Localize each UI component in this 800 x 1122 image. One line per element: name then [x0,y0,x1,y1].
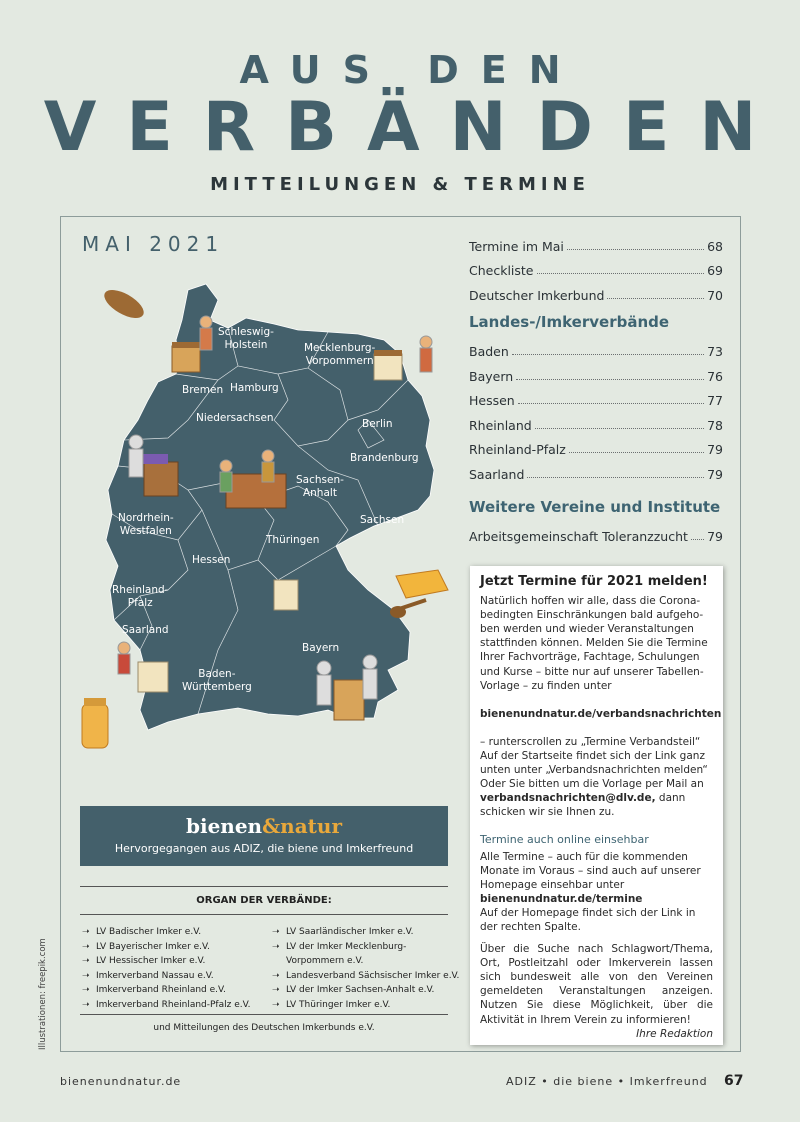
state-baden-wuerttemberg [182,668,252,694]
arrow-icon: ➝ [272,985,280,995]
toc-leader [516,379,704,380]
state-label: Thüringen [266,534,320,546]
notice-paragraph [480,942,713,1040]
organ-item [272,940,459,955]
organ-item [82,925,250,940]
state-hessen [192,554,230,567]
notice-email[interactable]: verbandsnachrichten@dlv.de, [480,792,656,805]
notice-link[interactable]: bienenundnatur.de/verbandsnachrichten [480,707,722,720]
organ-list-right [272,925,459,1012]
arrow-icon: ➝ [82,956,90,966]
toc-page: 79 [707,442,723,457]
state-label: Rheinland- Pfalz [112,584,169,609]
notice-box [470,566,723,1045]
organ-item [272,954,459,969]
toc-leader [527,477,704,478]
magazine-logo [80,814,448,838]
toc-page: 78 [707,417,723,433]
organ-item-label: LV Hessischer Imker e.V. [96,956,206,966]
toc-leader [512,354,704,355]
toc-label: Rheinland [469,417,532,433]
toc-entry[interactable] [469,457,723,482]
organ-list-left [82,925,250,1012]
logo-part: natur [280,814,342,838]
header-line-1: AUS DEN [239,48,583,92]
arrow-icon: ➝ [82,927,90,937]
organ-item-label: LV Bayerischer Imker e.V. [96,941,210,952]
state-mecklenburg-vorpommern [304,342,375,368]
arrow-icon: ➝ [272,970,280,981]
organ-item-label: LV Badischer Imker e.V. [96,927,202,937]
organ-item [82,998,250,1013]
header-subtitle: MITTEILUNGEN & TERMINE [210,174,590,195]
toc-page: 76 [707,368,723,384]
toc-leader [535,428,704,429]
toc-page: 73 [707,344,723,359]
organ-item-label: LV Saarländischer Imker e.V. [286,927,414,937]
footer-publication: ADIZ • die biene • Imkerfreund [506,1075,708,1088]
state-brandenburg [350,452,419,465]
notice-subheading: Termine auch online einsehbar [480,833,649,847]
state-label: Niedersachsen [196,412,274,424]
organ-item-label: Imkerverband Nassau e.V. [96,970,214,981]
organ-item [82,954,250,969]
state-saarland [122,624,169,637]
organ-item-label: Landesverband Sächsischer Imker e.V. [286,970,460,981]
toc-label: Baden [469,344,509,359]
organ-item [82,940,250,955]
banner-tagline: Hervorgegangen aus ADIZ, die biene und Imkerfreund [114,842,414,855]
arrow-icon: ➝ [272,999,280,1010]
toc-page: 77 [707,393,723,408]
notice-text: Über die Suche nach Schlagwort/Thema, Ort, Postleitzahl oder Imkerverein lassen sich bundesweit alle von den Vereinen gemeldeten Veranstaltungen anzeigen. Nutzen Sie diese Möglichkeit, über die Aktivität in Ihrem Verein zu informieren! [480,943,713,1026]
state-bremen [182,384,223,397]
toc-label: Deutscher Imkerbund [469,287,605,303]
state-rheinland-pfalz [112,584,168,610]
state-label: Berlin [362,418,393,430]
toc-page: 69 [707,263,723,278]
organ-item [272,969,459,984]
notice-signature: Ihre Redaktion [636,1027,713,1040]
header-line-2: VERBÄNDEN [43,88,787,167]
toc-page: 79 [707,466,723,482]
toc-entry[interactable] [469,384,723,409]
state-sachsen [360,514,404,527]
toc-page: 70 [707,287,723,303]
logo-part: bienen [185,814,263,838]
organ-title: ORGAN DER VERBÄNDE: [80,886,448,915]
toc-entry[interactable] [469,408,723,433]
toc-leader [537,273,705,274]
toc-label: Termine im Mai [469,238,564,254]
logo-ampersand: & [262,814,281,838]
state-label: Schleswig- Holstein [218,326,274,351]
toc-leader [518,403,704,404]
toc-leader [607,298,704,299]
notice-title: Jetzt Termine für 2021 melden! [480,574,708,589]
organ-item [272,925,459,940]
toc-label: Saarland [469,466,525,482]
organ-item [82,983,250,998]
illustration-credit: Illustrationen: freepik.com [38,938,48,1050]
page-number: 67 [724,1073,744,1089]
state-sachsen-anhalt [296,474,344,500]
state-label: Bremen [182,384,224,396]
state-label: Sachsen- Anhalt [296,474,344,499]
state-label: Mecklenburg- Vorpommern [304,342,376,367]
notice-text: dann schicken wir sie Ihnen zu. [480,792,686,819]
magazine-banner [80,806,448,866]
state-label: Nordrhein- Westfalen [118,512,174,537]
toc-label: Checkliste [469,263,534,278]
arrow-icon: ➝ [82,999,90,1010]
toc-section-heading: Landes-/Imkerverbände [469,312,670,331]
state-niedersachsen [196,412,274,425]
organ-item [82,969,250,984]
arrow-icon: ➝ [82,985,90,995]
organ-item-label: LV der Imker Sachsen-Anhalt e.V. [286,985,435,995]
state-label: Baden- Württemberg [182,668,252,693]
toc-leader [691,539,704,540]
state-label: Saarland [122,624,169,636]
state-label: Hamburg [230,382,279,394]
state-schleswig-holstein [218,326,274,352]
toc-label: Rheinland-Pfalz [469,442,566,457]
toc-entry[interactable] [469,278,723,303]
honeycomb-illustration [386,566,456,626]
arrow-icon: ➝ [82,970,90,981]
toc-section-heading: Weitere Vereine und Institute [469,497,721,516]
arrow-icon: ➝ [272,927,280,937]
toc-entry[interactable] [469,520,723,545]
notice-paragraph: Alle Termine – auch für die kommenden Monate im Voraus – sind auch auf unserer Homepage einsehbar unter [480,850,701,891]
toc-entry[interactable] [469,335,723,360]
organ-item-label: LV Thüringer Imker e.V. [286,999,391,1010]
state-hamburg [230,382,279,395]
organ-footnote: und Mitteilungen des Deutschen Imkerbunds e.V. [80,1014,448,1033]
notice-text: – runterscrollen zu „Termine Verbandsteil“ Auf der Startseite findet sich der Link ganz unten unter „Verbandsnachrichten melden“ Oder Sie bitten um die Vorlage per Mail an [480,735,708,791]
toc-label: Bayern [469,368,514,384]
state-label: Brandenburg [350,452,419,464]
footer-website[interactable]: bienenundnatur.de [60,1075,182,1088]
arrow-icon: ➝ [82,941,90,952]
notice-paragraph [480,735,713,820]
toc-label: Hessen [469,393,515,408]
toc-entry[interactable] [469,254,723,279]
toc-entry[interactable] [469,433,723,458]
organ-item [272,983,459,998]
state-label: Bayern [302,642,340,654]
organ-item [272,998,459,1013]
state-bayern [302,642,339,655]
toc-page: 68 [707,238,723,254]
organ-item-label: LV der Imker Mecklenburg- [286,941,407,952]
state-thueringen [266,534,319,547]
organ-item-label: Imkerverband Rheinland e.V. [96,985,226,995]
arrow-icon: ➝ [272,941,280,952]
toc-page: 79 [707,529,723,544]
organ-item-label: Vorpommern e.V. [286,956,364,966]
notice-link[interactable]: bienenundnatur.de/termine [480,892,643,905]
toc-leader [567,249,704,250]
state-berlin [362,418,392,431]
organ-item-label: Imkerverband Rheinland-Pfalz e.V. [96,999,251,1010]
toc-entry[interactable] [469,229,723,254]
table-of-contents [469,229,723,544]
notice-paragraph: Natürlich hoffen wir alle, dass die Coronabedingten Einschränkungen bald aufgehoben werden und wieder Veranstaltungen stattfinden können. Melden Sie die Termine Ihrer Fachvorträge, Fachtage, Schulungen und Kurse – bitte nur auf unserer Tabellen-Vorlage – zu finden unter [480,595,708,692]
toc-label: Arbeitsgemeinschaft Toleranzzucht [469,529,688,544]
germany-map [78,270,458,780]
state-label: Sachsen [360,514,405,526]
state-nordrhein-westfalen [118,512,174,538]
state-label: Hessen [192,554,231,566]
toc-leader [569,452,704,453]
issue-date: MAI 2021 [82,232,225,256]
toc-entry[interactable] [469,359,723,384]
notice-paragraph: Auf der Homepage findet sich der Link in der rechten Spalte. [480,906,696,933]
